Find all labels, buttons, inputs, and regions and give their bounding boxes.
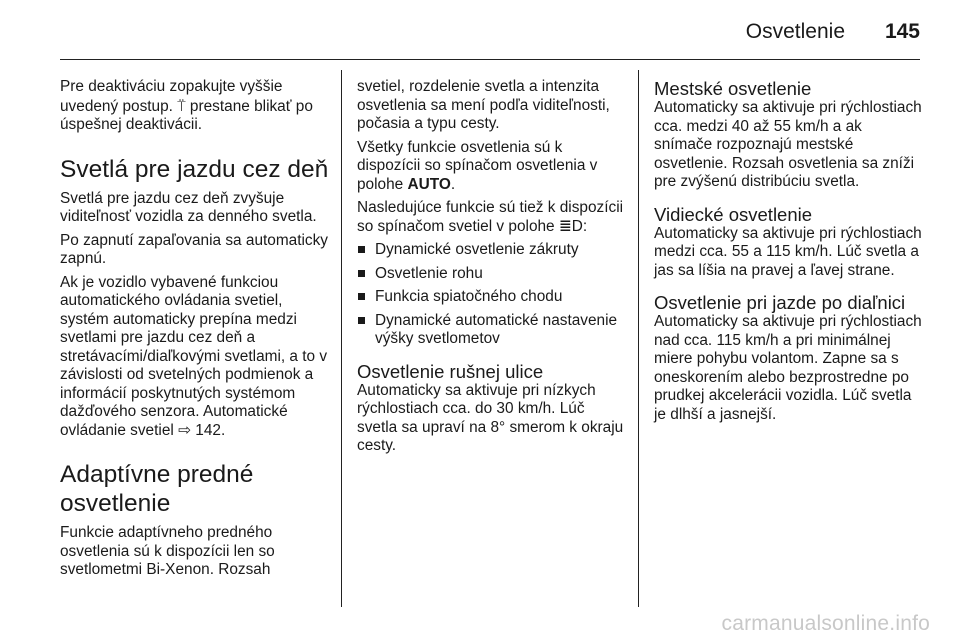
column-divider [341,70,342,607]
bullet-icon [358,317,365,324]
list-item: Dynamické automatické nastavenie výšky svetlometov [357,312,625,349]
bullet-icon [358,293,365,300]
watermark: carmanualsonline.info [721,612,930,635]
bullet-icon [358,246,365,253]
page-reference-arrow-icon: ⇨ [178,421,191,439]
daylight-paragraph: Po zapnutí zapaľovania sa automaticky zapnú. [60,231,328,267]
page-number: 145 [884,20,920,43]
city-heading: Mestské osvetlenie [654,78,812,99]
section-title: Osvetlenie [745,20,845,43]
motorway-paragraph: Automaticky sa aktivuje pri rýchlostiach nad cca. 115 km/h a pri minimálnej miere pohybu volantom. Zapne sa s oneskorením alebo bezprostredne po prudkej akcelerácii vozidla. Lúč svetla je dlhší a jasnejší. [654,313,922,423]
adaptive-heading: Adaptívne predné osvetlenie [60,461,254,517]
daylight-paragraph: Svetlá pre jazdu cez deň zvyšuje viditeľnosť vozidla za denného svetla. [60,189,317,225]
headlight-icon: ≣D [558,217,583,235]
daylight-indicator-icon: ⍡ [177,97,186,114]
heavy-traffic-heading: Osvetlenie rušnej ulice [357,360,544,382]
adaptive-paragraph-continued: svetiel, rozdelenie svetla a intenzita osvetlenia sa mení podľa viditeľnosti, počasia a typu cesty. [357,78,610,132]
heavy-traffic-paragraph: Automaticky sa aktivuje pri nízkych rýchlostiach cca. do 30 km/h. Lúč svetla sa upraví na 8° smerom k okraju cesty. [357,381,624,454]
column-middle [357,78,625,461]
intro-paragraph: Pre deaktiváciu zopakujte vyššie uvedený postup. ⍡ prestane blikať po úspešnej deaktivácii. [60,78,313,133]
page-reference-link[interactable]: 142. [195,421,226,439]
column-divider [638,70,639,607]
daylight-heading: Svetlá pre jazdu cez deň [60,155,329,183]
adaptive-paragraph: Funkcie adaptívneho predného osvetlenia sú k dispozícii len so svetlometmi Bi-Xenon. Rozsah [60,524,275,578]
auto-label: AUTO [407,175,451,193]
country-heading: Vidiecké osvetlenie [654,203,813,225]
headlight-position-paragraph: Nasledujúce funkcie sú tiež k dispozícii so spínačom svetiel v polohe ≣D: [357,199,624,235]
city-paragraph: Automaticky sa aktivuje pri rýchlostiach cca. medzi 40 až 55 km/h a ak snímače rozpoznajú mestské osvetlenie. Rozsah osvetlenia sa zníži pre zvýšenú distribúciu svetla. [654,99,922,190]
motorway-heading: Osvetlenie pri jazde po diaľnici [654,292,906,313]
header-divider [60,59,920,60]
list-item: Dynamické osvetlenie zákruty [357,241,625,260]
column-left [60,78,335,585]
list-item: Osvetlenie rohu [357,265,625,284]
bullet-icon [358,270,365,277]
list-item: Funkcia spiatočného chodu [357,288,625,307]
daylight-paragraph: Ak je vozidlo vybavené funkciou automatického ovládania svetiel, systém automaticky prepína medzi svetlami pre jazdu cez deň a stretávacími/diaľkovými svetlami, a to v závislosti od svetelných podmienok a informácií poskytnutých systémom dažďového senzora. Automatické ovládanie svetiel ⇨ 142. [60,273,328,439]
auto-position-paragraph: Všetky funkcie osvetlenia sú k dispozícii so spínačom osvetlenia v polohe AUTO. [357,138,598,193]
column-right [654,78,924,429]
country-paragraph: Automaticky sa aktivuje pri rýchlostiach medzi cca. 55 a 115 km/h. Lúč svetla a jas sa líšia na pravej a ľavej strane. [654,224,922,279]
